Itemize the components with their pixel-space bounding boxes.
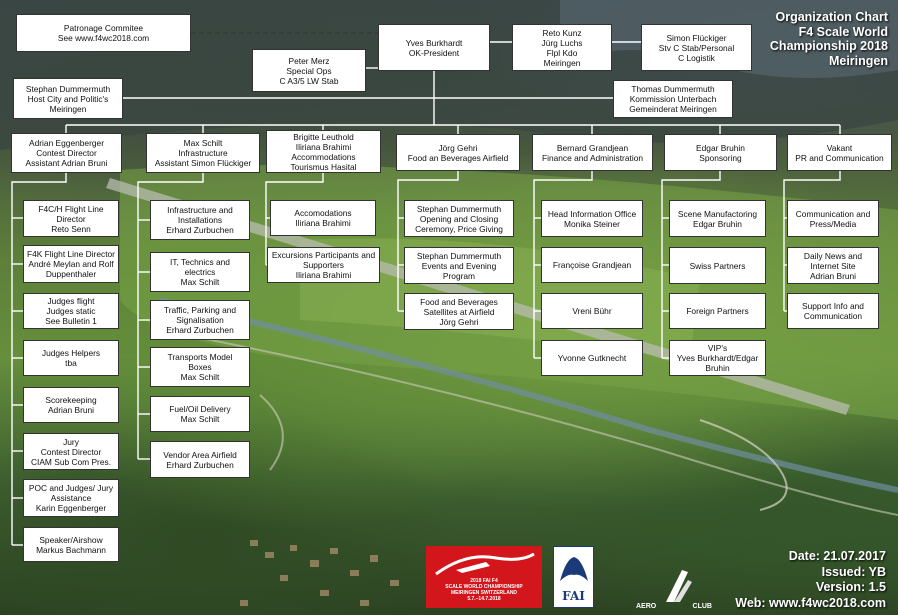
aero-club-text-1: AERO	[636, 603, 657, 610]
footer-date: Date: 21.07.2017	[788, 549, 886, 563]
pr-item-2	[787, 247, 879, 284]
chart-title	[728, 10, 888, 68]
column-spine-4	[398, 171, 458, 311]
infra-item-2	[150, 252, 250, 292]
contest-item-8-label: Speaker/Airshow Markus Bachmann	[36, 534, 106, 555]
infra-item-1-label: Infrastructure and Installations Erhard Zurbuchen	[166, 205, 234, 235]
special-ops-box	[252, 49, 366, 92]
food-item-2-label: Stephan Dummermuth Events and Evening Program	[416, 250, 502, 281]
footer-issued: Issued: YB	[821, 564, 886, 579]
fai-logo-text: FAI	[562, 589, 585, 603]
dept-contest-box	[11, 133, 122, 173]
dept-finance-box	[532, 134, 653, 171]
contest-item-4	[23, 340, 119, 376]
unterbach-label: Thomas Dummermuth Kommission Unterbach Gemeinderat Meiringen	[629, 84, 717, 114]
dept-pr-box	[787, 134, 892, 171]
contest-item-7	[23, 479, 119, 517]
dept-infrastructure-box	[146, 133, 260, 173]
dept-infrastructure-label: Max Schilt Infrastructure Assistant Simon Flückiger	[154, 138, 252, 168]
kdo-box	[512, 24, 612, 71]
president-label: Yves Burkhardt OK-President	[405, 37, 463, 58]
infra-item-5	[150, 396, 250, 432]
pr-item-1-label: Communication and Press/Media	[795, 208, 871, 229]
infra-item-6-label: Vendor Area Airfield Erhard Zurbuchen	[163, 449, 237, 470]
finance-item-1	[541, 200, 643, 237]
food-item-1-label: Stephan Dummermuth Opening and Closing Ceremony, Price Giving	[415, 203, 503, 234]
infra-item-3-label: Traffic, Parking and Signalisation Erhard Zurbuchen	[163, 305, 237, 335]
contest-item-5-label: Scorekeeping Adrian Bruni	[45, 395, 97, 415]
event-logo	[426, 546, 542, 608]
accom-item-1-label: Accomodations Iliriana Brahimi	[294, 208, 352, 228]
unterbach-box	[613, 80, 733, 118]
infra-item-5-label: Fuel/Oil Delivery Max Schilt	[169, 404, 231, 424]
dept-food-label: Jörg Gehri Food an Beverages Airfield	[407, 142, 509, 163]
event-logo-line-4: 5.7.–14.7.2018	[467, 596, 501, 602]
sponsor-item-1	[669, 200, 766, 237]
footer-web[interactable]: Web: www.f4wc2018.com	[735, 595, 886, 610]
eagle-icon	[554, 551, 593, 591]
infra-item-2-label: IT, Technics and electrics Max Schilt	[170, 257, 230, 287]
sponsor-item-2	[669, 247, 766, 284]
event-logo-line-2: SCALE WORLD CHAMPIONSHIP	[445, 584, 523, 590]
dept-accommodations-box	[266, 130, 381, 173]
contest-item-5	[23, 387, 119, 423]
aero-club-text-2: CLUB	[692, 603, 712, 610]
contest-item-3-label: Judges flight Judges static See Bulletin 1	[45, 296, 97, 326]
title-line-3: Championship 2018	[769, 39, 888, 53]
infra-item-4-label: Transports Model Boxes Max Schilt	[167, 352, 233, 382]
contest-item-6	[23, 433, 119, 470]
food-item-1	[404, 200, 514, 237]
pr-item-2-label: Daily News and Internet Site Adrian Bruni	[803, 250, 863, 281]
finance-item-1-label: Head Information Office Monika Steiner	[547, 208, 637, 229]
pr-item-1	[787, 200, 879, 237]
contest-item-3	[23, 293, 119, 329]
dept-contest-label: Adrian Eggenberger Contest Director Assistant Adrian Bruni	[25, 138, 108, 168]
dept-sponsoring-box	[664, 134, 777, 171]
event-logo-line-1: 2018 FAI F4	[470, 578, 498, 584]
food-item-2	[404, 247, 514, 284]
sponsor-item-3	[669, 293, 766, 329]
sponsor-item-2-label: Swiss Partners	[689, 260, 746, 271]
special-ops-label: Peter Merz Special Ops C A3/5 LW Stab	[279, 55, 339, 86]
dept-finance-label: Bernard Grandjean Finance and Administration	[541, 142, 644, 163]
event-logo-line-3: MEIRINGEN SWITZERLAND	[450, 590, 518, 596]
infra-item-1	[150, 200, 250, 240]
footer-info	[735, 549, 886, 611]
contest-item-2	[23, 245, 119, 283]
finance-item-3	[541, 293, 643, 329]
kdo-label: Reto Kunz Jürg Luchs Flpl Kdo Meiringen	[541, 27, 583, 68]
host-city-box	[13, 78, 123, 119]
logistik-label: Simon Flückiger Stv C Stab/Personal C Logistik	[658, 32, 735, 63]
dept-sponsoring-label: Edgar Bruhin Sponsoring	[696, 142, 745, 163]
title-line-2: F4 Scale World	[798, 24, 888, 39]
contest-item-8	[23, 527, 119, 562]
finance-item-4-label: Yvonne Gutknecht	[557, 353, 627, 363]
airplane-swoosh-icon	[426, 548, 542, 578]
sponsor-item-3-label: Foreign Partners	[686, 306, 749, 316]
finance-item-2	[541, 247, 643, 283]
contest-item-1-label: F4C/H Flight Line Director Reto Senn	[38, 203, 104, 234]
footer-version: Version: 1.5	[815, 580, 886, 594]
pr-item-3-label: Support Info and Communication	[802, 301, 864, 321]
patronage-label: Patronage Commitee See www.f4wc2018.com	[57, 23, 150, 43]
contest-item-1	[23, 200, 119, 237]
finance-item-3-label: Vreni Bühr	[572, 306, 612, 316]
infra-item-4	[150, 347, 250, 387]
accom-item-2	[267, 247, 380, 283]
aero-club-logo	[636, 566, 712, 612]
fai-logo	[553, 546, 594, 608]
dept-pr-label: Vakant PR and Communication	[795, 142, 884, 163]
finance-item-2-label: Françoise Grandjean	[552, 260, 632, 270]
contest-item-6-label: Jury Contest Director CIAM Sub Com Pres.	[30, 436, 112, 467]
host-city-label: Stephan Dummermuth Host City and Politic's Meiringen	[25, 83, 111, 114]
pr-item-3	[787, 293, 879, 329]
title-line-4: Meiringen	[828, 53, 888, 68]
finance-item-4	[541, 340, 643, 376]
patronage-box	[16, 14, 191, 52]
contest-item-4-label: Judges Helpers tba	[41, 348, 101, 368]
dept-food-box	[396, 134, 520, 171]
accom-item-2-label: Excursions Participants and Supporters Iliriana Brahimi	[271, 250, 376, 280]
contest-item-7-label: POC and Judges/ Jury Assistance Karin Eggenberger	[28, 483, 114, 513]
title-line-1: Organization Chart	[775, 10, 888, 24]
food-item-3-label: Food and Beverages Satellites at Airfield Jörg Gehri	[420, 296, 498, 327]
sponsor-item-4	[669, 340, 766, 376]
dept-accommodations-label: Brigitte Leuthold Iliriana Brahimi Accommodations Tourismus Hasital	[290, 131, 357, 172]
sponsor-item-1-label: Scene Manufactoring Edgar Bruhin	[677, 208, 758, 229]
food-item-3	[404, 293, 514, 330]
president-box	[378, 24, 490, 71]
contest-item-2-label: F4K Flight Line Director André Meylan and Rolf Duppenthaler	[27, 249, 115, 279]
sponsor-item-4-label: VIP's Yves Burkhardt/Edgar Bruhin	[676, 343, 759, 373]
infra-item-6	[150, 441, 250, 478]
logistik-box	[641, 24, 752, 71]
accom-item-1	[270, 200, 376, 236]
column-spine-7	[784, 171, 840, 311]
aero-club-wing-icon	[636, 566, 712, 606]
infra-item-3	[150, 300, 250, 340]
